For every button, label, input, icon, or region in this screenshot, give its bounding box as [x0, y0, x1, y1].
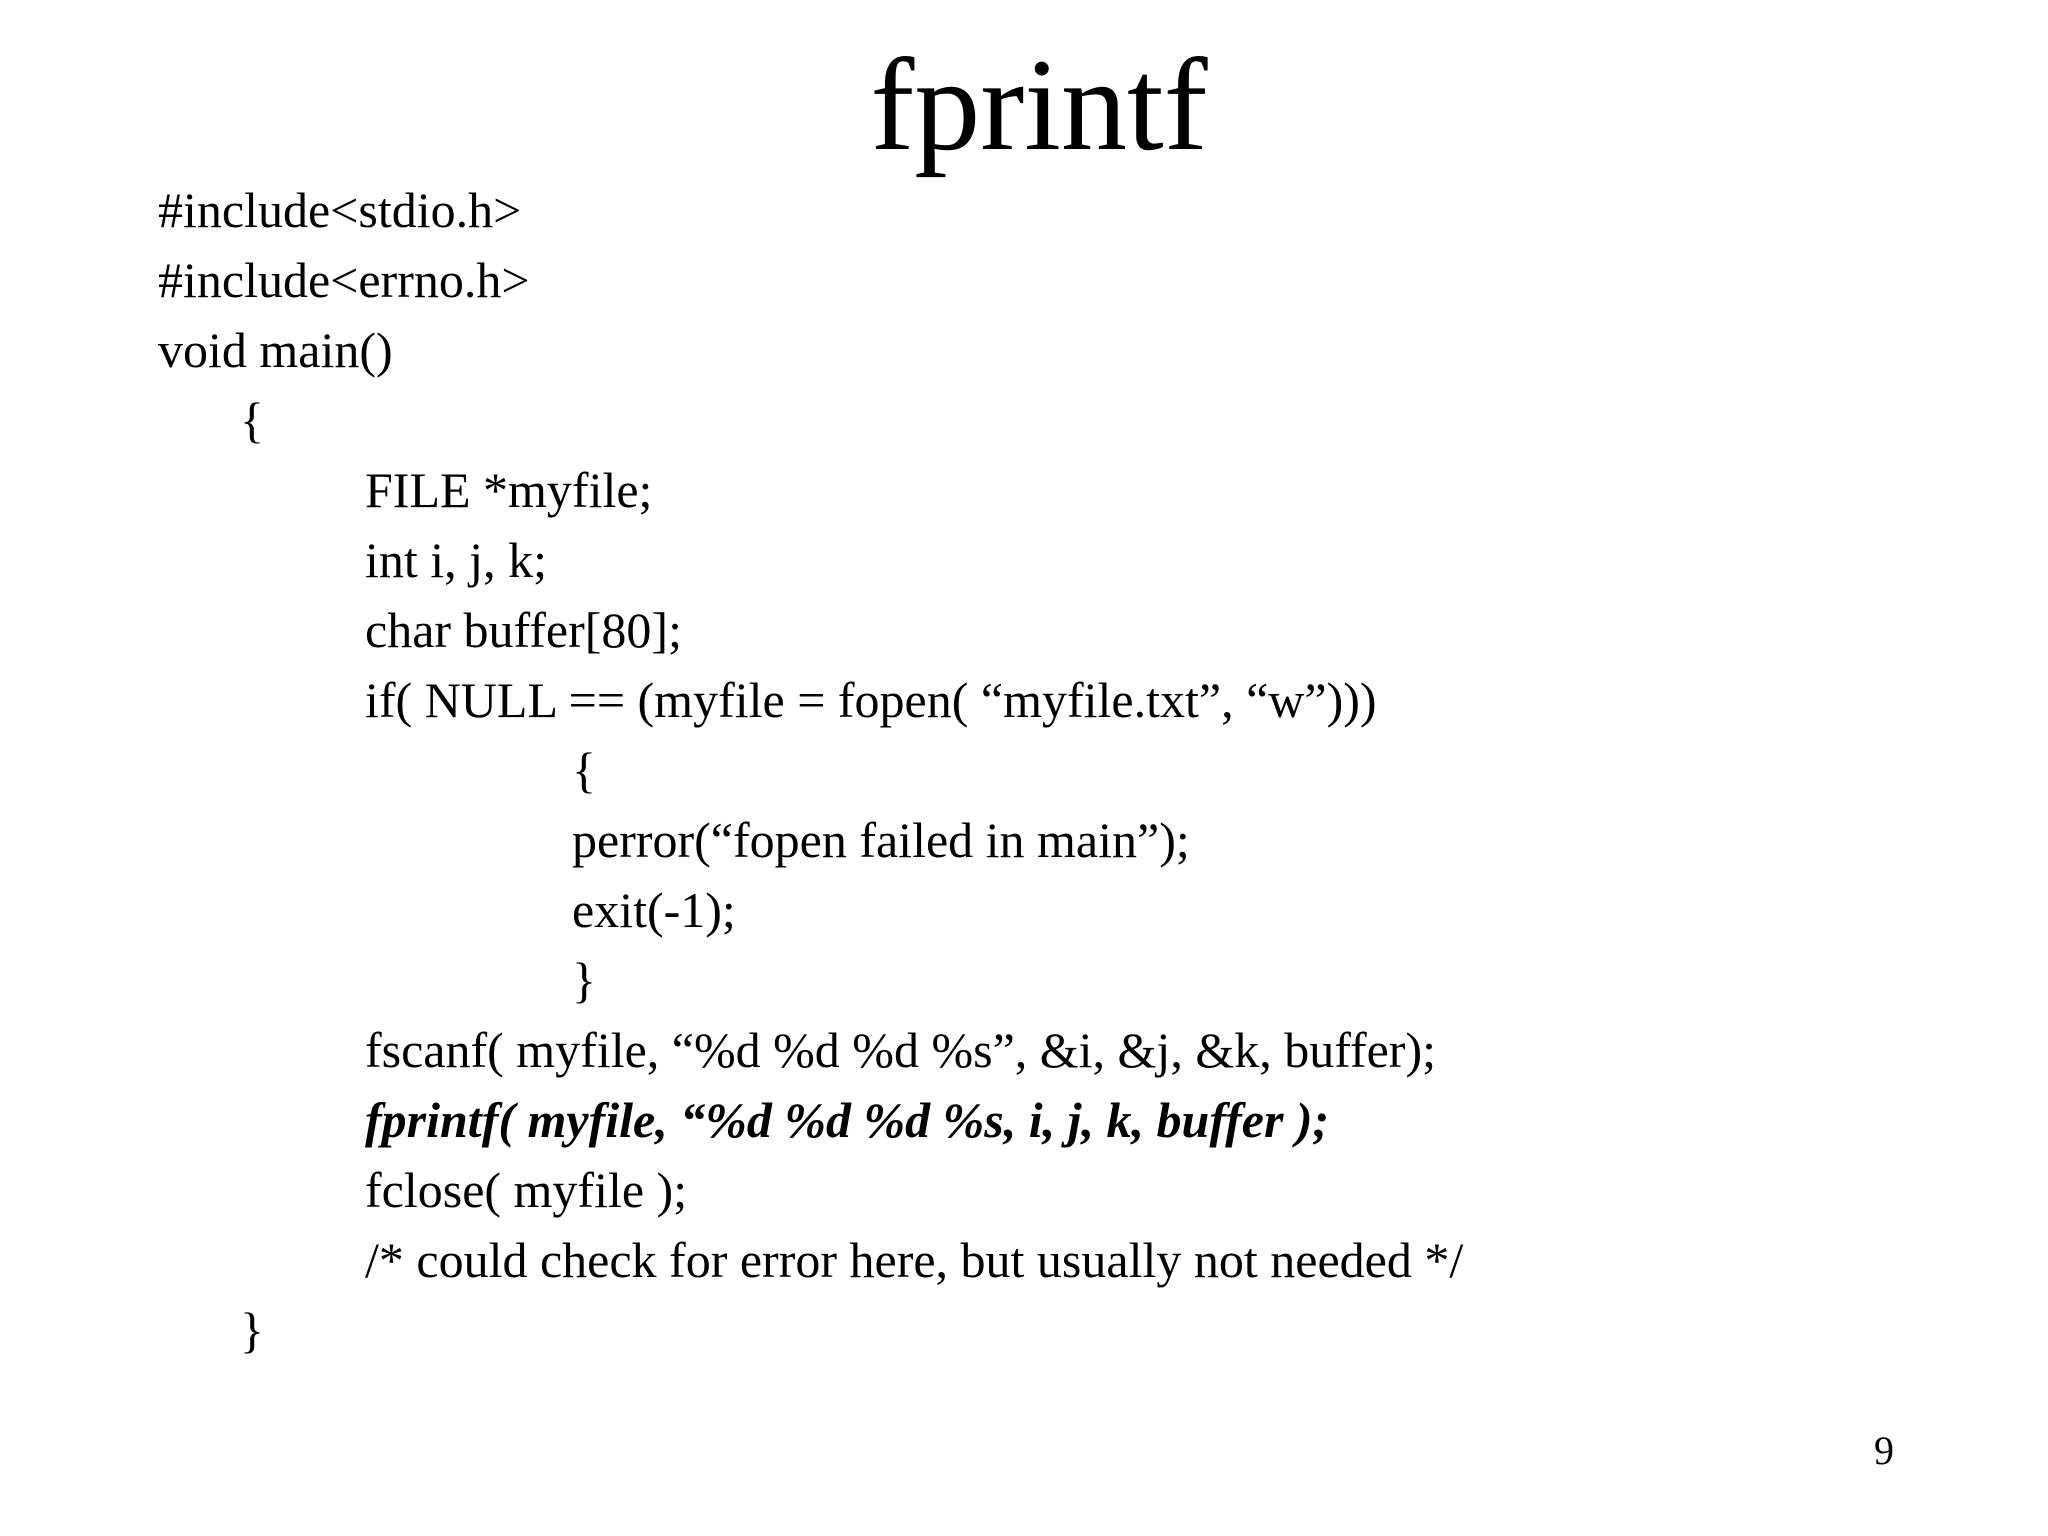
code-line-exit: exit(-1);	[572, 882, 736, 938]
code-line-perror: perror(“fopen failed in main”);	[572, 812, 1190, 868]
slide-title: fprintf	[870, 31, 1208, 178]
page-number: 9	[1874, 1428, 1894, 1473]
code-line-file-declaration: FILE *myfile;	[365, 462, 653, 518]
code-line-close-main-brace: }	[240, 1302, 264, 1358]
code-line-comment: /* could check for error here, but usually not needed */	[365, 1232, 1464, 1288]
code-line-fclose: fclose( myfile );	[365, 1162, 688, 1218]
code-line-include-stdio: #include<stdio.h>	[158, 182, 522, 238]
code-line-if-fopen: if( NULL == (myfile = fopen( “myfile.txt”, “w”)))	[365, 672, 1377, 728]
code-line-close-if-brace: }	[572, 952, 596, 1008]
code-line-buffer-declaration: char buffer[80];	[365, 602, 682, 658]
code-line-include-errno: #include<errno.h>	[158, 252, 530, 308]
code-line-open-if-brace: {	[572, 742, 596, 798]
code-line-open-main-brace: {	[240, 392, 264, 448]
code-line-fprintf-highlight: fprintf( myfile, “%d %d %d %s, i, j, k, buffer );	[365, 1092, 1330, 1148]
code-line-fscanf: fscanf( myfile, “%d %d %d %s”, &i, &j, &k, buffer);	[365, 1022, 1436, 1078]
code-line-main-signature: void main()	[158, 322, 393, 378]
code-line-int-declaration: int i, j, k;	[365, 532, 547, 588]
